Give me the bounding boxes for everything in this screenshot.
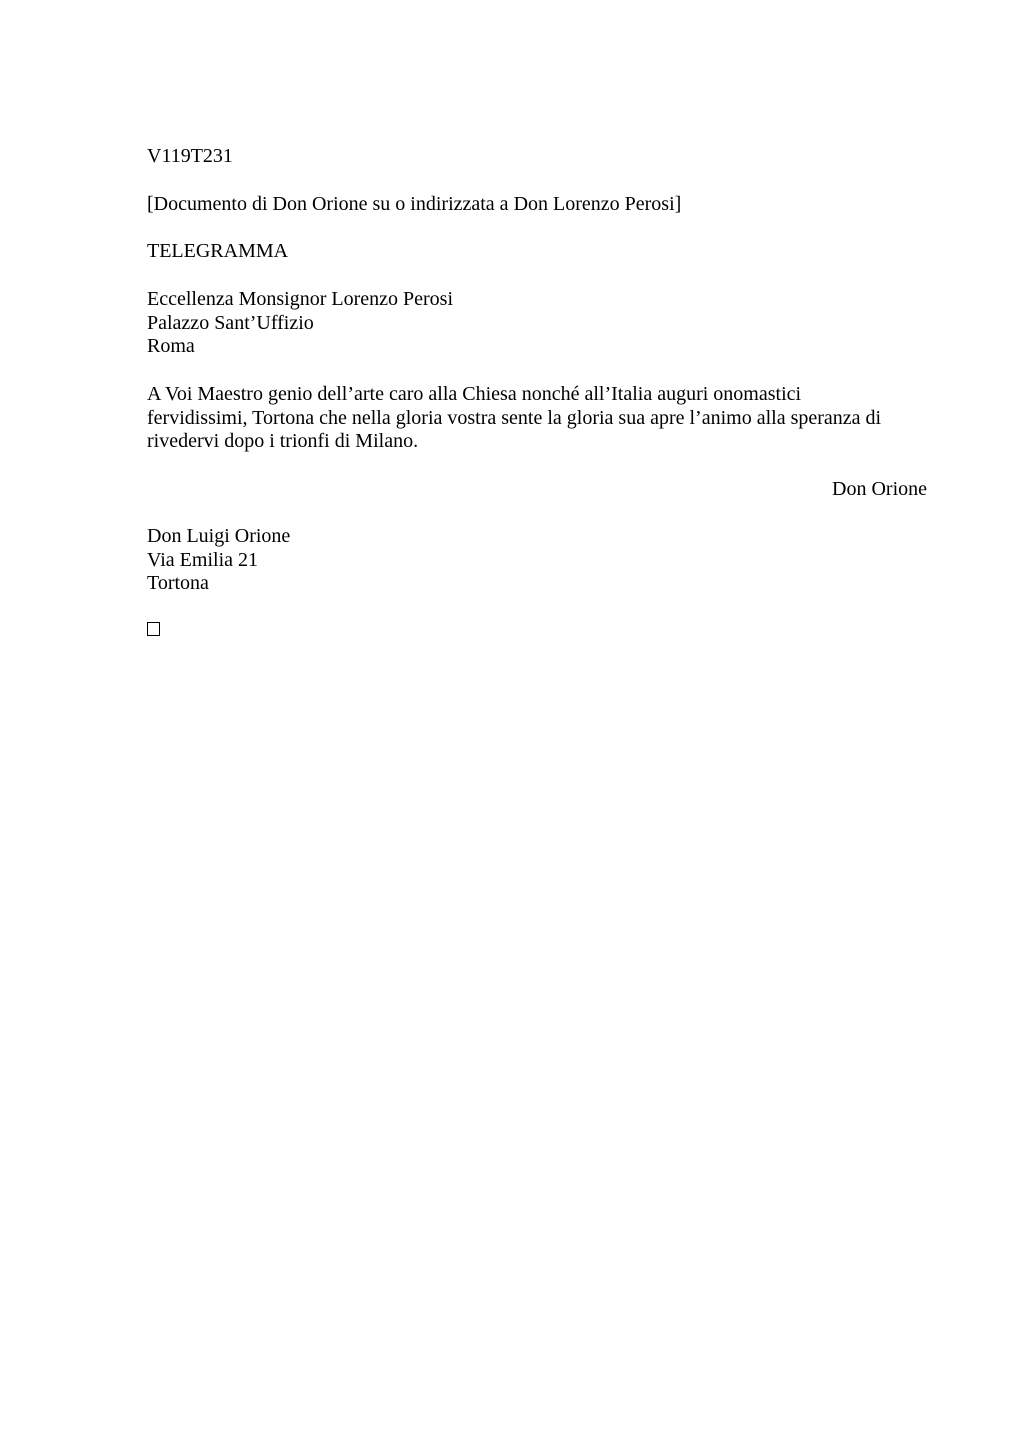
recipient-address (147, 288, 453, 359)
recipient-line: Roma (147, 335, 195, 357)
document-subtitle: [Documento di Don Orione su o indirizzata a Don Lorenzo Perosi] (147, 193, 682, 215)
recipient-line: Palazzo Sant’Uffizio (147, 311, 314, 334)
document-heading: TELEGRAMMA (147, 240, 289, 262)
sender-line: Don Luigi Orione (147, 525, 291, 547)
document-code: V119T231 (147, 145, 233, 167)
recipient-line: Eccellenza Monsignor Lorenzo Perosi (147, 288, 454, 310)
sender-address (147, 525, 290, 596)
sender-line: Via Emilia 21 (147, 548, 258, 571)
body-line: A Voi Maestro genio dell’arte caro alla Chiesa nonché all’Italia auguri onomastici (147, 383, 802, 405)
body-line: rivedervi dopo i trionfi di Milano. (147, 430, 419, 452)
sender-line: Tortona (147, 572, 209, 594)
body-line: fervidissimi, Tortona che nella gloria vostra sente la gloria sua apre l’animo alla speranza di (147, 406, 882, 429)
empty-box-icon (147, 622, 160, 636)
telegram-body (147, 383, 881, 454)
signature: Don Orione (832, 478, 927, 500)
